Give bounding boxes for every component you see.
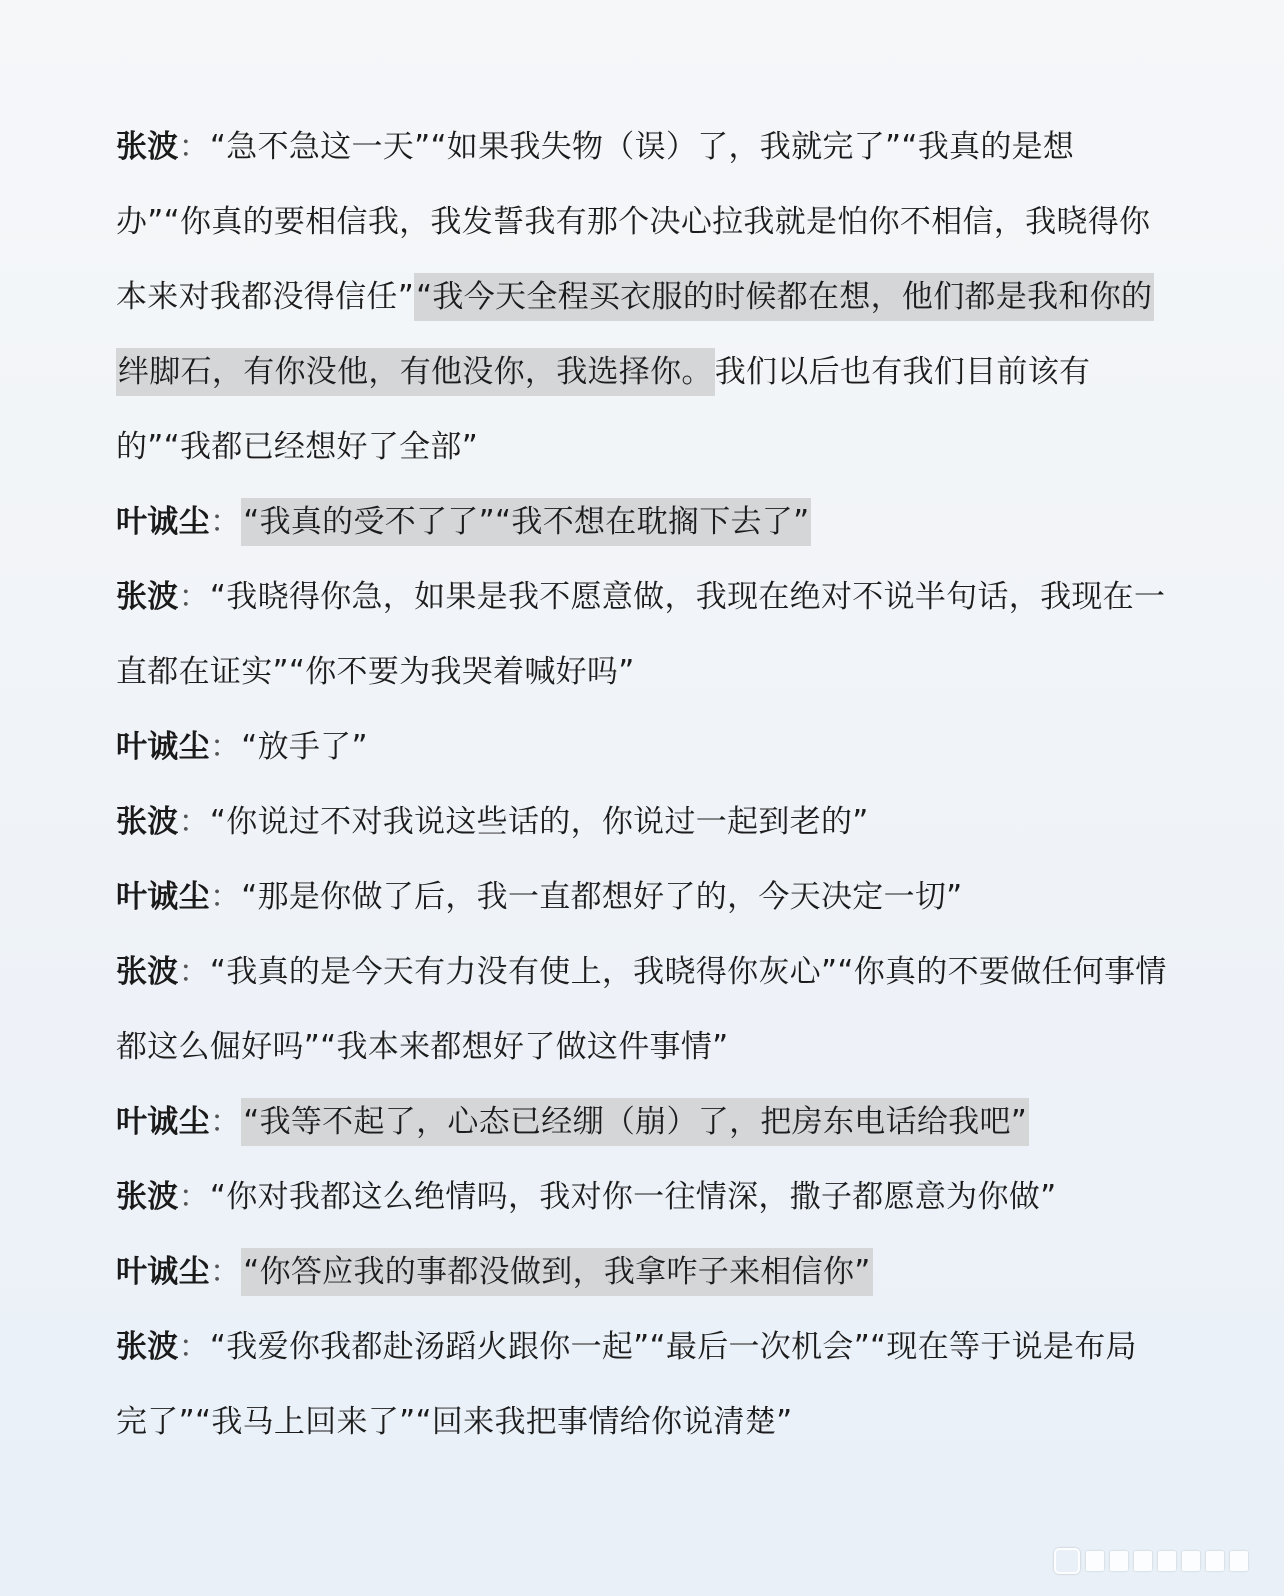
speaker-colon: ： [178,1329,210,1365]
quote-text: “你对我都这么绝情吗，我对你一往情深，撒子都愿意为你做” [209,1179,1057,1215]
speaker-colon: ： [209,729,242,765]
dialogue-line [116,110,1168,485]
weibo-watermark [1054,1548,1248,1574]
dialogue-line [116,935,1168,1085]
speaker-name: 张波 [116,1179,179,1215]
highlighted-quote: “我等不起了，心态已经绷（崩）了，把房东电话给我吧” [241,1098,1029,1146]
watermark-bar-icon [1182,1551,1200,1571]
highlighted-quote: “我真的受不了了”“我不想在耽搁下去了” [241,498,811,546]
transcript [116,110,1168,1460]
quote-text: “我真的是今天有力没有使上，我晓得你灰心”“你真的不要做任何事情都这么倔好吗”“我本来都想好了做这件事情” [116,954,1167,1065]
dialogue-line [116,1310,1168,1460]
watermark-bar-icon [1134,1551,1152,1571]
highlighted-quote: “你答应我的事都没做到，我拿咋子来相信你” [241,1248,872,1296]
speaker-name: 张波 [116,129,179,165]
speaker-name: 张波 [116,804,179,840]
quote-text: “那是你做了后，我一直都想好了的，今天决定一切” [241,879,963,915]
speaker-colon: ： [178,954,210,990]
watermark-bar-icon [1086,1551,1104,1571]
quote-text: “急不急这一天”“如果我失物（误）了，我就完了”“我真的是想办”“你真的要相信我，我发誓我有那个决心拉我就是怕你不相信，我晓得你本来对我都没得信任” [116,129,1151,315]
speaker-name: 张波 [116,954,179,990]
speaker-name: 叶诚尘 [116,1254,210,1290]
watermark-bar-icon [1230,1551,1248,1571]
dialogue-line [116,1085,1168,1160]
quote-text: “你说过不对我说这些话的，你说过一起到老的” [209,804,869,840]
dialogue-line [116,1160,1168,1235]
dialogue-line [116,485,1168,560]
speaker-colon: ： [178,1179,210,1215]
speaker-colon: ： [178,129,210,165]
dialogue-line [116,860,1168,935]
watermark-bar-icon [1110,1551,1128,1571]
weibo-watermark-icon [1054,1548,1080,1574]
speaker-colon: ： [209,1254,242,1290]
speaker-colon: ： [209,504,242,540]
speaker-name: 叶诚尘 [116,879,210,915]
speaker-colon: ： [178,804,210,840]
dialogue-line [116,1235,1168,1310]
highlighted-quote: “我今天全程买衣服的时候都在想，他们都是我和你的绊脚石，有你没他，有他没你，我选择你。 [116,273,1154,396]
dialogue-line [116,560,1168,710]
watermark-bar-icon [1206,1551,1224,1571]
dialogue-line [116,710,1168,785]
quote-text: “我爱你我都赴汤蹈火跟你一起”“最后一次机会”“现在等于说是布局完了”“我马上回来了”“回来我把事情给你说清楚” [116,1329,1137,1440]
dialogue-line [116,785,1168,860]
quote-text: “放手了” [241,729,368,765]
speaker-name: 张波 [116,579,179,615]
speaker-name: 叶诚尘 [116,729,210,765]
speaker-name: 叶诚尘 [116,504,210,540]
speaker-colon: ： [209,1104,242,1140]
quote-text: 我们以后也有我们目前该有的”“我都已经想好了全部” [116,354,1091,465]
speaker-colon: ： [209,879,242,915]
speaker-name: 叶诚尘 [116,1104,210,1140]
watermark-bar-icon [1158,1551,1176,1571]
quote-text: “我晓得你急，如果是我不愿意做，我现在绝对不说半句话，我现在一直都在证实”“你不要为我哭着喊好吗” [116,579,1166,690]
speaker-colon: ： [178,579,210,615]
speaker-name: 张波 [116,1329,179,1365]
